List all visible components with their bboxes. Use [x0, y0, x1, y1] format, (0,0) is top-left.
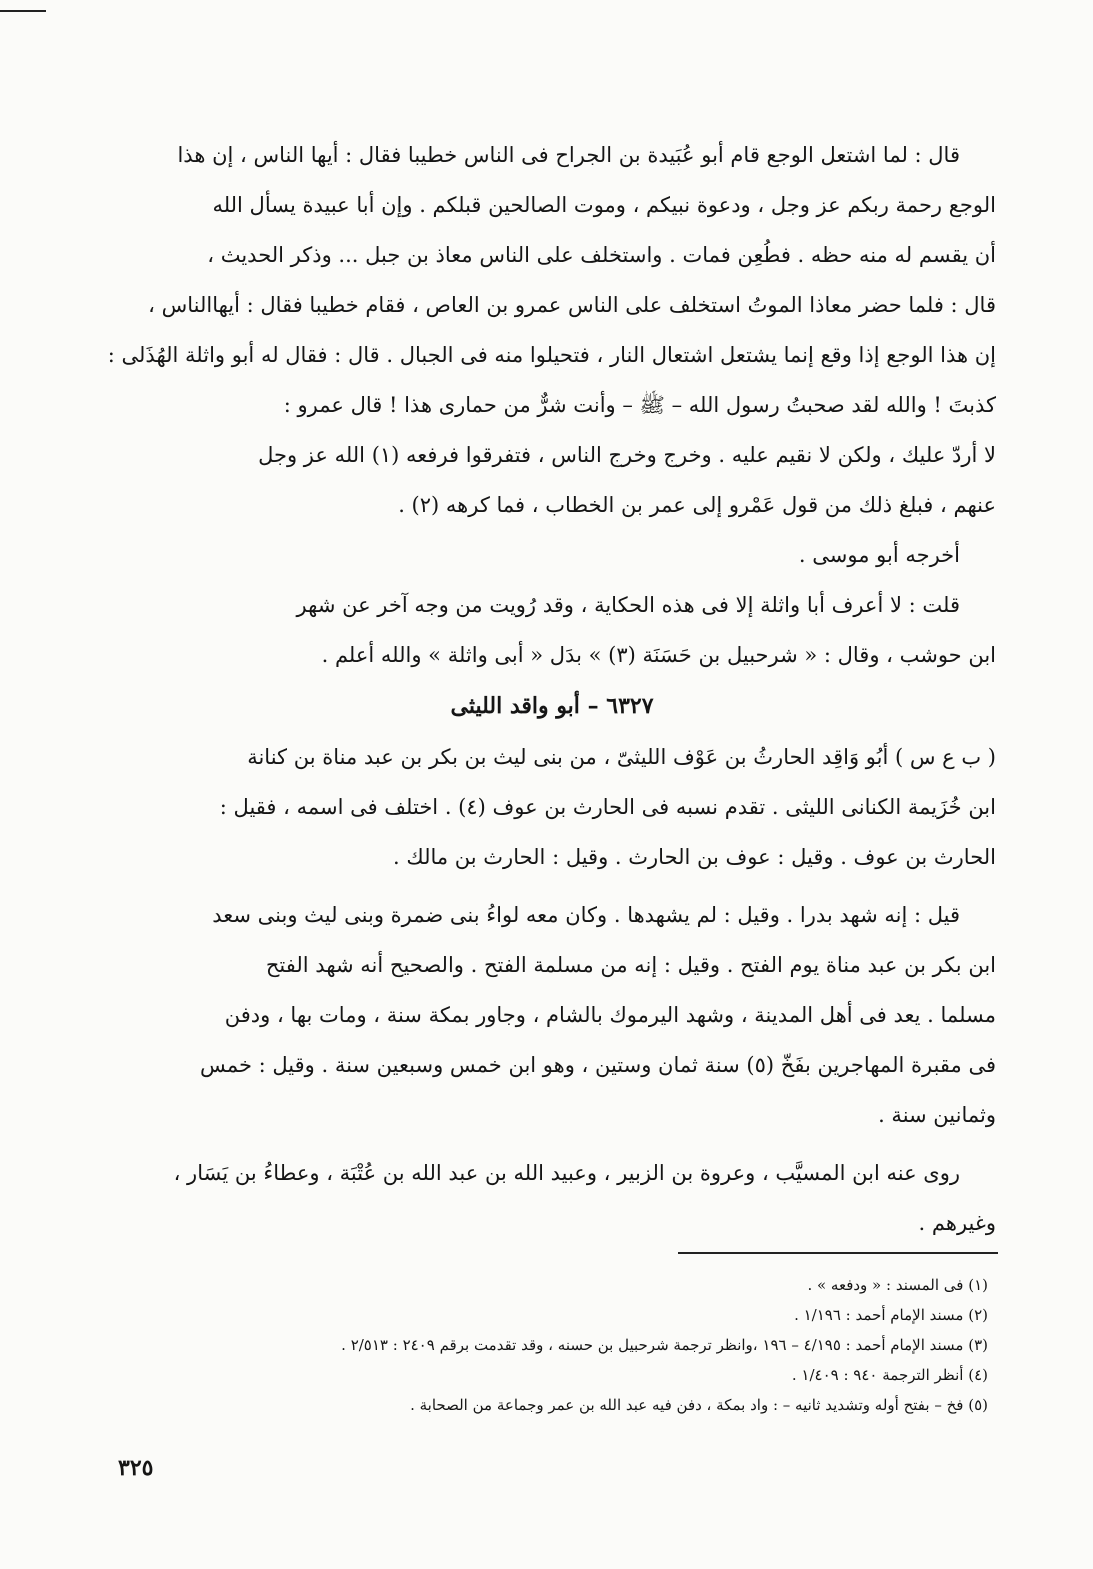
text-line: روى عنه ابن المسيَّب ، وعروة بن الزبير ، وعبيد الله بن عبد الله بن عُتْبَة ، وعطاءُ بن يَسَار ،: [173, 1161, 960, 1185]
text-line: قيل : إنه شهد بدرا . وقيل : لم يشهدها . وكان معه لواءُ بنى ضمرة وبنى ليث وبنى سعد: [212, 903, 960, 927]
text-line: فى مقبرة المهاجرين بفَخّ (٥) سنة ثمان وستين ، وهو ابن خمس وسبعين سنة . وقيل : خمس: [200, 1053, 996, 1077]
text-line: ( ب ع س ) أبُو وَاقِد الحارثُ بن عَوْف الليثىّ ، من بنى ليث بن بكر بن عبد مناة بن كنانة: [247, 745, 996, 769]
text-line: أن يقسم له منه حظه . فطُعِن فمات . واستخلف على الناس معاذ بن جبل ... وذكر الحديث ،: [207, 243, 996, 267]
paragraph-abu-ubaida-plague: [108, 130, 996, 530]
text-line: ابن بكر بن عبد مناة يوم الفتح . وقيل : إنه من مسلمة الفتح . والصحيح أنه شهد الفتح: [265, 953, 996, 977]
page-body: [108, 130, 996, 1420]
entry-heading: ٦٣٢٧ – أبو واقد الليثى: [450, 693, 654, 719]
text-line: لا أردّ عليك ، ولكن لا نقيم عليه . وخرج وخرج الناس ، فتفرقوا فرفعه (١) الله عز وجل: [258, 443, 996, 467]
text-line: الحارث بن عوف . وقيل : عوف بن الحارث . وقيل : الحارث بن مالك .: [393, 845, 996, 869]
footnote: (٣) مسند الإمام أحمد : ٤/١٩٥ – ١٩٦ ،وانظر ترجمة شرحبيل بن حسنه ، وقد تقدمت برقم ٢٤٠٩ : ٢/٥١٣ .: [341, 1336, 988, 1354]
footnote: (٥) فخ – بفتح أوله وتشديد ثانيه – : واد بمكة ، دفن فيه عبد الله بن عمر وجماعة من الصحابة .: [410, 1396, 988, 1414]
text-line: الوجع رحمة ربكم عز وجل ، ودعوة نبيكم ، وموت الصالحين قبلكم . وإن أبا عبيدة يسأل الله: [212, 193, 996, 217]
text-line: وثمانين سنة .: [878, 1103, 996, 1127]
top-corner-rule: [0, 10, 46, 12]
paragraph-lineage: [108, 732, 996, 882]
text-line: وغيرهم .: [918, 1211, 996, 1235]
text-line: مسلما . يعد فى أهل المدينة ، وشهد اليرموك بالشام ، وجاور بمكة سنة ، ومات بها ، ودفن: [224, 1003, 996, 1027]
footnote: (٢) مسند الإمام أحمد : ١/١٩٦ .: [794, 1306, 988, 1324]
paragraph-author-note: [108, 580, 996, 680]
paragraph-narrators: [108, 1148, 996, 1248]
text-line: قلت : لا أعرف أبا واثلة إلا فى هذه الحكاية ، وقد رُويت من وجه آخر عن شهر: [296, 593, 960, 617]
footnote-divider: [108, 1252, 996, 1254]
footnotes: [108, 1270, 996, 1420]
text-line: ابن حوشب ، وقال : « شرحبيل بن حَسَنَة (٣) » بدَل « أبى واثلة » والله أعلم .: [321, 643, 996, 667]
text-line: عنهم ، فبلغ ذلك من قول عَمْرو إلى عمر بن الخطاب ، فما كرهه (٢) .: [398, 493, 996, 517]
text-line: قال : فلما حضر معاذا الموتُ استخلف على الناس عمرو بن العاص ، فقام خطيبا فقال : أيهاالناس ،: [148, 293, 996, 317]
text-line: إن هذا الوجع إذا وقع إنما يشتعل اشتعال النار ، فتحيلوا منه فى الجبال . قال : فقال له أبو واثلة الهُذَلى :: [108, 343, 996, 367]
paragraph-biography: [108, 890, 996, 1140]
paragraph-abu-musa: أخرجه أبو موسى .: [798, 543, 960, 567]
text-line: ابن خُزَيمة الكنانى الليثى . تقدم نسبه فى الحارث بن عوف (٤) . اختلف فى اسمه ، فقيل :: [219, 795, 996, 819]
footnote: (٤) أنظر الترجمة ٩٤٠ : ١/٤٠٩ .: [791, 1366, 988, 1384]
footnote: (١) فى المسند : « ودفعه » .: [807, 1276, 988, 1294]
page-number: ٣٢٥: [118, 1455, 154, 1481]
text-line: قال : لما اشتعل الوجع قام أبو عُبَيدة بن الجراح فى الناس خطيبا فقال : أيها الناس ، إن هذا: [177, 143, 960, 167]
text-line: كذبتَ ! والله لقد صحبتُ رسول الله – ﷺ – وأنت شرٌّ من حمارى هذا ! قال عمرو :: [283, 393, 996, 417]
